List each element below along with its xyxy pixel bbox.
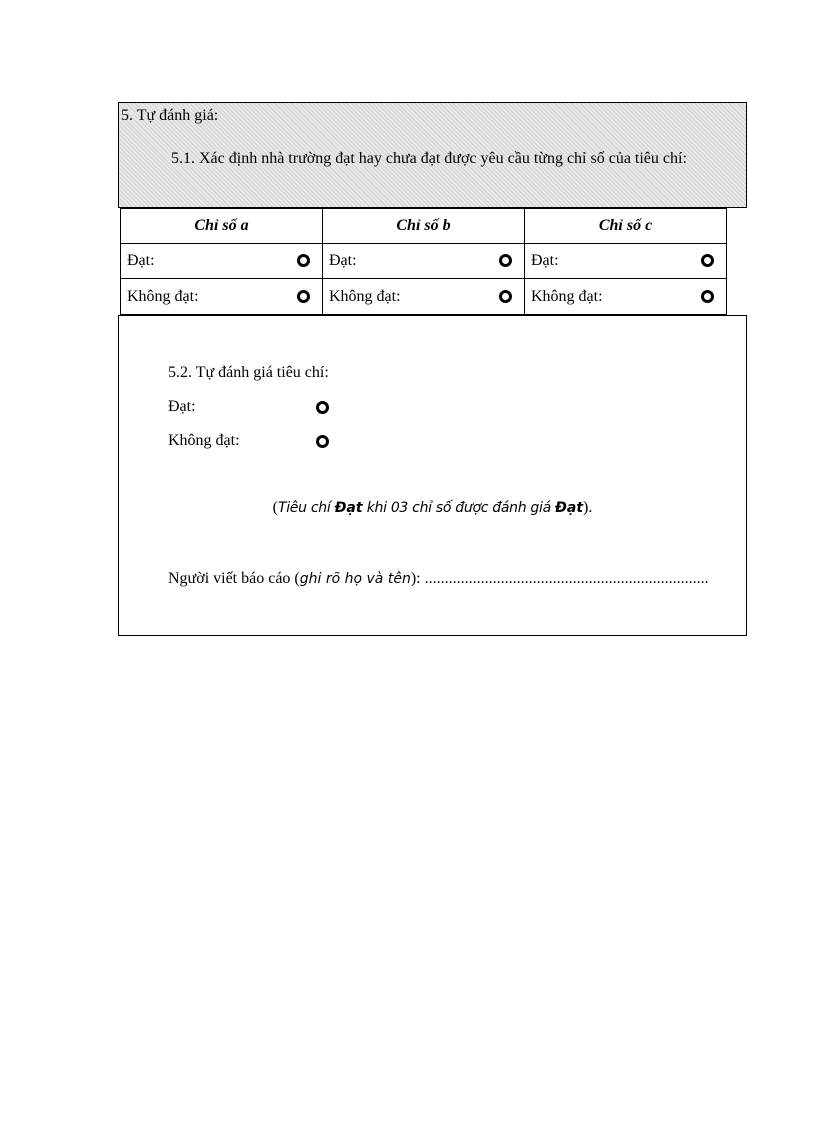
note-bold-2: Đạt [555, 500, 584, 516]
indicator-a-fail-cell [121, 279, 323, 315]
indicator-a-header: Chỉ số a [121, 209, 323, 244]
criterion-fail-radio[interactable] [316, 435, 329, 448]
section-5-1-text: 5.1. Xác định nhà trường đạt hay chưa đạt được yêu cầu từng chỉ số của tiêu chí: [171, 150, 687, 167]
indicator-c-pass-cell [525, 243, 727, 279]
self-assessment-header-box [118, 102, 747, 208]
indicator-a-pass-radio[interactable] [297, 254, 310, 267]
pass-label: Đạt: [127, 251, 155, 269]
criterion-pass-label: Đạt: [168, 398, 196, 415]
indicator-b-header: Chỉ số b [323, 209, 525, 244]
indicator-a-fail-radio[interactable] [297, 290, 310, 303]
indicator-c-fail-cell [525, 279, 727, 315]
indicator-pass-row [121, 243, 727, 279]
indicator-b-pass-radio[interactable] [499, 254, 512, 267]
indicator-header-row [121, 209, 727, 244]
writer-name-field[interactable]: ....................................................................... [424, 570, 709, 587]
indicator-c-header: Chỉ số c [525, 209, 727, 244]
indicator-table [120, 208, 727, 315]
writer-label: Người viết báo cáo ( [168, 570, 300, 587]
criterion-fail-row [168, 432, 368, 450]
note-close-paren: ). [583, 499, 593, 516]
section-5-2-title: 5.2. Tự đánh giá tiêu chí: [168, 364, 329, 381]
indicator-a-pass-cell [121, 243, 323, 279]
criterion-pass-row [168, 398, 368, 416]
criterion-pass-radio[interactable] [316, 401, 329, 414]
note-text-1: Tiêu chí [277, 500, 335, 516]
note-bold-1: Đạt [334, 500, 363, 516]
section-heading: 5. Tự đánh giá: [121, 107, 219, 124]
pass-label: Đạt: [531, 251, 559, 269]
fail-label: Không đạt: [329, 287, 401, 305]
fail-label: Không đạt: [127, 287, 199, 305]
note-text-2: khi 03 chỉ số được đánh giá [362, 500, 556, 516]
pass-label: Đạt: [329, 251, 357, 269]
writer-label-end: ): [410, 570, 425, 587]
fail-label: Không đạt: [531, 287, 603, 305]
writer-hint: ghi rõ họ và tên [299, 571, 411, 587]
indicator-b-fail-cell [323, 279, 525, 315]
indicator-c-pass-radio[interactable] [701, 254, 714, 267]
indicator-b-pass-cell [323, 243, 525, 279]
criterion-fail-label: Không đạt: [168, 432, 240, 449]
indicator-fail-row [121, 279, 727, 315]
report-writer-line [168, 570, 709, 588]
note-open-paren: ( [272, 499, 278, 516]
indicator-c-fail-radio[interactable] [701, 290, 714, 303]
indicator-b-fail-radio[interactable] [499, 290, 512, 303]
criterion-self-assessment-box [118, 315, 747, 636]
criterion-note [119, 499, 746, 517]
